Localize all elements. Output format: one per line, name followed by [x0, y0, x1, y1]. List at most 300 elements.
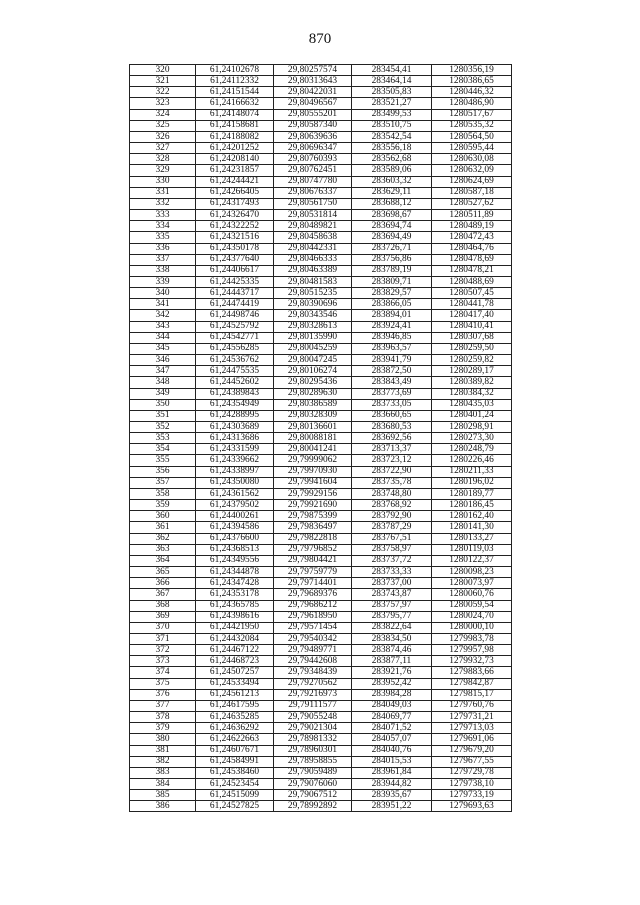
x-coordinate-cell: 283454,41 — [352, 65, 432, 76]
table-row — [130, 645, 512, 656]
y-coordinate-cell: 1280386,65 — [432, 76, 512, 87]
x-coordinate-cell: 283660,65 — [352, 410, 432, 421]
y-coordinate-cell: 1280410,41 — [432, 321, 512, 332]
longitude-cell: 29,79055248 — [274, 712, 352, 723]
latitude-cell: 61,24365785 — [196, 600, 274, 611]
latitude-cell: 61,24350178 — [196, 243, 274, 254]
y-coordinate-cell: 1279738,10 — [432, 779, 512, 790]
latitude-cell: 61,24288995 — [196, 410, 274, 421]
table-row — [130, 801, 512, 812]
table-row — [130, 109, 512, 120]
point-number-cell: 344 — [130, 332, 196, 343]
y-coordinate-cell: 1280507,45 — [432, 288, 512, 299]
latitude-cell: 61,24349556 — [196, 555, 274, 566]
latitude-cell: 61,24347428 — [196, 578, 274, 589]
table-row — [130, 343, 512, 354]
longitude-cell: 29,80328309 — [274, 410, 352, 421]
x-coordinate-cell: 283688,12 — [352, 198, 432, 209]
latitude-cell: 61,24339662 — [196, 455, 274, 466]
y-coordinate-cell: 1280587,18 — [432, 187, 512, 198]
point-number-cell: 338 — [130, 265, 196, 276]
point-number-cell: 356 — [130, 466, 196, 477]
point-number-cell: 384 — [130, 779, 196, 790]
latitude-cell: 61,24244421 — [196, 176, 274, 187]
longitude-cell: 29,80489821 — [274, 221, 352, 232]
point-number-cell: 379 — [130, 723, 196, 734]
point-number-cell: 320 — [130, 65, 196, 76]
y-coordinate-cell: 1280356,19 — [432, 65, 512, 76]
longitude-cell: 29,79270562 — [274, 678, 352, 689]
table-row — [130, 65, 512, 76]
latitude-cell: 61,24406617 — [196, 265, 274, 276]
x-coordinate-cell: 283874,46 — [352, 645, 432, 656]
x-coordinate-cell: 283829,57 — [352, 288, 432, 299]
latitude-cell: 61,24556285 — [196, 343, 274, 354]
x-coordinate-cell: 283680,53 — [352, 422, 432, 433]
point-number-cell: 330 — [130, 176, 196, 187]
x-coordinate-cell: 283877,11 — [352, 656, 432, 667]
latitude-cell: 61,24151544 — [196, 87, 274, 98]
point-number-cell: 362 — [130, 533, 196, 544]
table-row — [130, 399, 512, 410]
longitude-cell: 29,79822818 — [274, 533, 352, 544]
latitude-cell: 61,24201252 — [196, 143, 274, 154]
y-coordinate-cell: 1280162,40 — [432, 511, 512, 522]
table-row — [130, 355, 512, 366]
x-coordinate-cell: 284040,76 — [352, 745, 432, 756]
point-number-cell: 333 — [130, 210, 196, 221]
table-row — [130, 366, 512, 377]
x-coordinate-cell: 283733,05 — [352, 399, 432, 410]
y-coordinate-cell: 1280119,03 — [432, 544, 512, 555]
longitude-cell: 29,80463389 — [274, 265, 352, 276]
longitude-cell: 29,79970930 — [274, 466, 352, 477]
x-coordinate-cell: 283866,05 — [352, 299, 432, 310]
table-row — [130, 756, 512, 767]
y-coordinate-cell: 1279957,98 — [432, 645, 512, 656]
latitude-cell: 61,24515099 — [196, 790, 274, 801]
x-coordinate-cell: 283510,75 — [352, 120, 432, 131]
table-row — [130, 656, 512, 667]
latitude-cell: 61,24321516 — [196, 232, 274, 243]
longitude-cell: 29,80313643 — [274, 76, 352, 87]
point-number-cell: 370 — [130, 622, 196, 633]
latitude-cell: 61,24313686 — [196, 433, 274, 444]
y-coordinate-cell: 1280196,02 — [432, 477, 512, 488]
point-number-cell: 332 — [130, 198, 196, 209]
latitude-cell: 61,24584991 — [196, 756, 274, 767]
point-number-cell: 361 — [130, 522, 196, 533]
longitude-cell: 29,80295436 — [274, 377, 352, 388]
point-number-cell: 321 — [130, 76, 196, 87]
x-coordinate-cell: 283834,50 — [352, 633, 432, 644]
x-coordinate-cell: 283629,11 — [352, 187, 432, 198]
y-coordinate-cell: 1280098,23 — [432, 567, 512, 578]
table-row — [130, 377, 512, 388]
x-coordinate-cell: 283843,49 — [352, 377, 432, 388]
table-row — [130, 321, 512, 332]
point-number-cell: 348 — [130, 377, 196, 388]
table-row — [130, 600, 512, 611]
x-coordinate-cell: 283542,54 — [352, 131, 432, 142]
table-row — [130, 98, 512, 109]
longitude-cell: 29,80760393 — [274, 154, 352, 165]
point-number-cell: 322 — [130, 87, 196, 98]
longitude-cell: 29,79689376 — [274, 589, 352, 600]
latitude-cell: 61,24475535 — [196, 366, 274, 377]
table-row — [130, 120, 512, 131]
latitude-cell: 61,24376600 — [196, 533, 274, 544]
table-row — [130, 143, 512, 154]
longitude-cell: 29,80136601 — [274, 422, 352, 433]
table-row — [130, 388, 512, 399]
x-coordinate-cell: 283737,00 — [352, 578, 432, 589]
latitude-cell: 61,24326470 — [196, 210, 274, 221]
point-number-cell: 374 — [130, 667, 196, 678]
y-coordinate-cell: 1279691,06 — [432, 734, 512, 745]
x-coordinate-cell: 283694,74 — [352, 221, 432, 232]
longitude-cell: 29,79571454 — [274, 622, 352, 633]
table-row — [130, 712, 512, 723]
longitude-cell: 29,79999062 — [274, 455, 352, 466]
latitude-cell: 61,24208140 — [196, 154, 274, 165]
table-row — [130, 734, 512, 745]
table-row — [130, 232, 512, 243]
coordinates-table — [129, 64, 512, 812]
x-coordinate-cell: 283822,64 — [352, 622, 432, 633]
x-coordinate-cell: 283713,37 — [352, 444, 432, 455]
x-coordinate-cell: 283872,50 — [352, 366, 432, 377]
longitude-cell: 29,79111577 — [274, 700, 352, 711]
y-coordinate-cell: 1279731,21 — [432, 712, 512, 723]
point-number-cell: 335 — [130, 232, 196, 243]
point-number-cell: 339 — [130, 276, 196, 287]
point-number-cell: 334 — [130, 221, 196, 232]
y-coordinate-cell: 1279932,73 — [432, 656, 512, 667]
y-coordinate-cell: 1279883,66 — [432, 667, 512, 678]
point-number-cell: 364 — [130, 555, 196, 566]
latitude-cell: 61,24148074 — [196, 109, 274, 120]
point-number-cell: 342 — [130, 310, 196, 321]
longitude-cell: 29,80639636 — [274, 131, 352, 142]
table-row — [130, 567, 512, 578]
x-coordinate-cell: 283767,51 — [352, 533, 432, 544]
y-coordinate-cell: 1280059,54 — [432, 600, 512, 611]
point-number-cell: 345 — [130, 343, 196, 354]
y-coordinate-cell: 1280211,33 — [432, 466, 512, 477]
point-number-cell: 329 — [130, 165, 196, 176]
y-coordinate-cell: 1280435,03 — [432, 399, 512, 410]
longitude-cell: 29,79686212 — [274, 600, 352, 611]
y-coordinate-cell: 1280133,27 — [432, 533, 512, 544]
longitude-cell: 29,79618950 — [274, 611, 352, 622]
latitude-cell: 61,24102678 — [196, 65, 274, 76]
x-coordinate-cell: 283692,56 — [352, 433, 432, 444]
y-coordinate-cell: 1280535,32 — [432, 120, 512, 131]
y-coordinate-cell: 1280384,32 — [432, 388, 512, 399]
y-coordinate-cell: 1279815,17 — [432, 689, 512, 700]
table-row — [130, 87, 512, 98]
longitude-cell: 29,79921690 — [274, 500, 352, 511]
table-row — [130, 466, 512, 477]
table-row — [130, 611, 512, 622]
y-coordinate-cell: 1279729,78 — [432, 767, 512, 778]
longitude-cell: 29,80442331 — [274, 243, 352, 254]
point-number-cell: 378 — [130, 712, 196, 723]
latitude-cell: 61,24317493 — [196, 198, 274, 209]
table-row — [130, 210, 512, 221]
table-row — [130, 779, 512, 790]
point-number-cell: 368 — [130, 600, 196, 611]
longitude-cell: 29,80328613 — [274, 321, 352, 332]
longitude-cell: 29,79216973 — [274, 689, 352, 700]
x-coordinate-cell: 283944,82 — [352, 779, 432, 790]
y-coordinate-cell: 1280511,89 — [432, 210, 512, 221]
table-row — [130, 455, 512, 466]
latitude-cell: 61,24354949 — [196, 399, 274, 410]
longitude-cell: 29,80696347 — [274, 143, 352, 154]
x-coordinate-cell: 283698,67 — [352, 210, 432, 221]
latitude-cell: 61,24538460 — [196, 767, 274, 778]
latitude-cell: 61,24523454 — [196, 779, 274, 790]
x-coordinate-cell: 283735,78 — [352, 477, 432, 488]
table-row — [130, 678, 512, 689]
longitude-cell: 29,79836497 — [274, 522, 352, 533]
y-coordinate-cell: 1280389,82 — [432, 377, 512, 388]
longitude-cell: 29,80587340 — [274, 120, 352, 131]
latitude-cell: 61,24303689 — [196, 422, 274, 433]
latitude-cell: 61,24622663 — [196, 734, 274, 745]
x-coordinate-cell: 283603,32 — [352, 176, 432, 187]
x-coordinate-cell: 283562,68 — [352, 154, 432, 165]
x-coordinate-cell: 283787,29 — [352, 522, 432, 533]
latitude-cell: 61,24443717 — [196, 288, 274, 299]
y-coordinate-cell: 1280417,40 — [432, 310, 512, 321]
point-number-cell: 337 — [130, 254, 196, 265]
y-coordinate-cell: 1280000,10 — [432, 622, 512, 633]
page-number: 870 — [308, 31, 332, 47]
point-number-cell: 323 — [130, 98, 196, 109]
table-row — [130, 332, 512, 343]
y-coordinate-cell: 1279760,76 — [432, 700, 512, 711]
x-coordinate-cell: 283464,14 — [352, 76, 432, 87]
y-coordinate-cell: 1280478,21 — [432, 265, 512, 276]
table-row — [130, 176, 512, 187]
longitude-cell: 29,80041241 — [274, 444, 352, 455]
latitude-cell: 61,24166632 — [196, 98, 274, 109]
point-number-cell: 352 — [130, 422, 196, 433]
y-coordinate-cell: 1280060,76 — [432, 589, 512, 600]
latitude-cell: 61,24394586 — [196, 522, 274, 533]
table-row — [130, 555, 512, 566]
table-row — [130, 410, 512, 421]
latitude-cell: 61,24507257 — [196, 667, 274, 678]
x-coordinate-cell: 283795,77 — [352, 611, 432, 622]
table-row — [130, 745, 512, 756]
y-coordinate-cell: 1280472,43 — [432, 232, 512, 243]
longitude-cell: 29,79929156 — [274, 488, 352, 499]
latitude-cell: 61,24350080 — [196, 477, 274, 488]
latitude-cell: 61,24368513 — [196, 544, 274, 555]
table-row — [130, 790, 512, 801]
longitude-cell: 29,80106274 — [274, 366, 352, 377]
point-number-cell: 367 — [130, 589, 196, 600]
point-number-cell: 363 — [130, 544, 196, 555]
latitude-cell: 61,24231857 — [196, 165, 274, 176]
longitude-cell: 29,80496567 — [274, 98, 352, 109]
latitude-cell: 61,24533494 — [196, 678, 274, 689]
point-number-cell: 326 — [130, 131, 196, 142]
y-coordinate-cell: 1280307,68 — [432, 332, 512, 343]
latitude-cell: 61,24635285 — [196, 712, 274, 723]
y-coordinate-cell: 1280624,69 — [432, 176, 512, 187]
longitude-cell: 29,80088181 — [274, 433, 352, 444]
table-row — [130, 221, 512, 232]
y-coordinate-cell: 1279842,87 — [432, 678, 512, 689]
x-coordinate-cell: 283758,97 — [352, 544, 432, 555]
table-row — [130, 578, 512, 589]
latitude-cell: 61,24338997 — [196, 466, 274, 477]
longitude-cell: 29,80135990 — [274, 332, 352, 343]
y-coordinate-cell: 1280527,62 — [432, 198, 512, 209]
table-row — [130, 310, 512, 321]
y-coordinate-cell: 1280441,78 — [432, 299, 512, 310]
x-coordinate-cell: 283722,90 — [352, 466, 432, 477]
point-number-cell: 327 — [130, 143, 196, 154]
y-coordinate-cell: 1280632,09 — [432, 165, 512, 176]
latitude-cell: 61,24467122 — [196, 645, 274, 656]
y-coordinate-cell: 1280122,37 — [432, 555, 512, 566]
x-coordinate-cell: 283723,12 — [352, 455, 432, 466]
point-number-cell: 365 — [130, 567, 196, 578]
point-number-cell: 358 — [130, 488, 196, 499]
longitude-cell: 29,78958855 — [274, 756, 352, 767]
y-coordinate-cell: 1280517,67 — [432, 109, 512, 120]
longitude-cell: 29,80257574 — [274, 65, 352, 76]
latitude-cell: 61,24353178 — [196, 589, 274, 600]
x-coordinate-cell: 283789,19 — [352, 265, 432, 276]
table-row — [130, 198, 512, 209]
point-number-cell: 385 — [130, 790, 196, 801]
y-coordinate-cell: 1280630,08 — [432, 154, 512, 165]
longitude-cell: 29,80466333 — [274, 254, 352, 265]
longitude-cell: 29,78992892 — [274, 801, 352, 812]
latitude-cell: 61,24498746 — [196, 310, 274, 321]
table-row — [130, 288, 512, 299]
longitude-cell: 29,80386589 — [274, 399, 352, 410]
x-coordinate-cell: 283951,22 — [352, 801, 432, 812]
point-number-cell: 341 — [130, 299, 196, 310]
x-coordinate-cell: 284057,07 — [352, 734, 432, 745]
y-coordinate-cell: 1280141,30 — [432, 522, 512, 533]
y-coordinate-cell: 1279733,19 — [432, 790, 512, 801]
latitude-cell: 61,24452602 — [196, 377, 274, 388]
x-coordinate-cell: 284015,53 — [352, 756, 432, 767]
table-row — [130, 700, 512, 711]
table-row — [130, 622, 512, 633]
x-coordinate-cell: 283748,80 — [352, 488, 432, 499]
latitude-cell: 61,24527825 — [196, 801, 274, 812]
latitude-cell: 61,24432084 — [196, 633, 274, 644]
point-number-cell: 354 — [130, 444, 196, 455]
longitude-cell: 29,79076060 — [274, 779, 352, 790]
point-number-cell: 372 — [130, 645, 196, 656]
x-coordinate-cell: 283941,79 — [352, 355, 432, 366]
x-coordinate-cell: 283894,01 — [352, 310, 432, 321]
longitude-cell: 29,79804421 — [274, 555, 352, 566]
y-coordinate-cell: 1280446,32 — [432, 87, 512, 98]
longitude-cell: 29,79067512 — [274, 790, 352, 801]
y-coordinate-cell: 1279693,63 — [432, 801, 512, 812]
longitude-cell: 29,79348439 — [274, 667, 352, 678]
longitude-cell: 29,80561750 — [274, 198, 352, 209]
table-row — [130, 667, 512, 678]
longitude-cell: 29,79714401 — [274, 578, 352, 589]
latitude-cell: 61,24379502 — [196, 500, 274, 511]
latitude-cell: 61,24344878 — [196, 567, 274, 578]
latitude-cell: 61,24617595 — [196, 700, 274, 711]
x-coordinate-cell: 283921,76 — [352, 667, 432, 678]
y-coordinate-cell: 1279679,20 — [432, 745, 512, 756]
table-row — [130, 444, 512, 455]
y-coordinate-cell: 1280478,69 — [432, 254, 512, 265]
point-number-cell: 349 — [130, 388, 196, 399]
table-row — [130, 689, 512, 700]
latitude-cell: 61,24636292 — [196, 723, 274, 734]
longitude-cell: 29,79796852 — [274, 544, 352, 555]
coordinates-table-body — [130, 65, 512, 812]
longitude-cell: 29,79759779 — [274, 567, 352, 578]
x-coordinate-cell: 283757,97 — [352, 600, 432, 611]
latitude-cell: 61,24525792 — [196, 321, 274, 332]
latitude-cell: 61,24158681 — [196, 120, 274, 131]
longitude-cell: 29,78960301 — [274, 745, 352, 756]
point-number-cell: 376 — [130, 689, 196, 700]
longitude-cell: 29,80422031 — [274, 87, 352, 98]
y-coordinate-cell: 1280248,79 — [432, 444, 512, 455]
longitude-cell: 29,80747780 — [274, 176, 352, 187]
latitude-cell: 61,24536762 — [196, 355, 274, 366]
table-row — [130, 265, 512, 276]
table-row — [130, 299, 512, 310]
x-coordinate-cell: 283809,71 — [352, 276, 432, 287]
x-coordinate-cell: 283946,85 — [352, 332, 432, 343]
latitude-cell: 61,24398616 — [196, 611, 274, 622]
x-coordinate-cell: 283924,41 — [352, 321, 432, 332]
point-number-cell: 336 — [130, 243, 196, 254]
x-coordinate-cell: 283768,92 — [352, 500, 432, 511]
table-row — [130, 477, 512, 488]
point-number-cell: 331 — [130, 187, 196, 198]
latitude-cell: 61,24561213 — [196, 689, 274, 700]
x-coordinate-cell: 283935,67 — [352, 790, 432, 801]
y-coordinate-cell: 1280489,19 — [432, 221, 512, 232]
x-coordinate-cell: 283756,86 — [352, 254, 432, 265]
point-number-cell: 324 — [130, 109, 196, 120]
point-number-cell: 360 — [130, 511, 196, 522]
point-number-cell: 382 — [130, 756, 196, 767]
table-row — [130, 276, 512, 287]
latitude-cell: 61,24266405 — [196, 187, 274, 198]
point-number-cell: 350 — [130, 399, 196, 410]
point-number-cell: 328 — [130, 154, 196, 165]
table-row — [130, 522, 512, 533]
point-number-cell: 386 — [130, 801, 196, 812]
x-coordinate-cell: 283556,18 — [352, 143, 432, 154]
longitude-cell: 29,80762451 — [274, 165, 352, 176]
point-number-cell: 381 — [130, 745, 196, 756]
x-coordinate-cell: 283499,53 — [352, 109, 432, 120]
